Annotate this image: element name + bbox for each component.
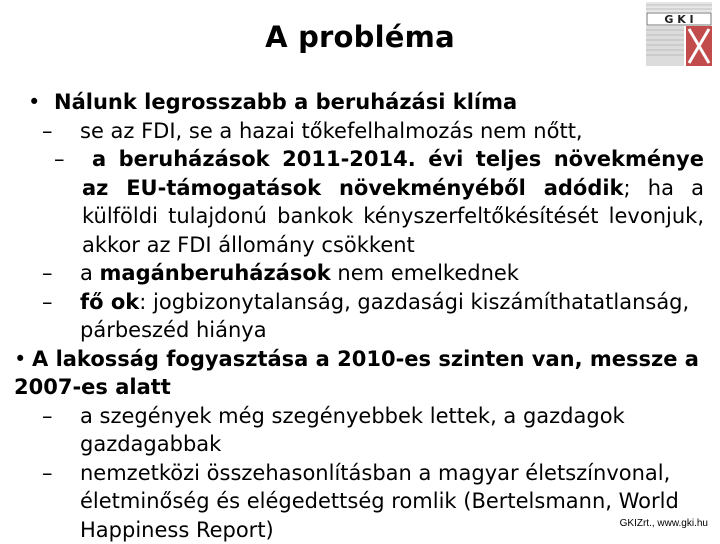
sub-bullet-1-3-rest: nem emelkednek: [331, 261, 519, 285]
sub-bullet-2-2-text: nemzetközi összehasonlításban a magyar életszínvonal, életminőség és elégedettség romlik (Bertelsmann, World Happiness Report): [80, 461, 679, 542]
footer-credit: GKIZrt., www.gki.hu: [620, 518, 708, 529]
sub-bullet-1-2-bold: a beruházások 2011-2014. évi teljes növekménye az EU-támogatások növekményéből adódik: [82, 147, 704, 200]
logo-text: G K I: [664, 13, 693, 26]
sub-bullet-2-1: – a szegények még szegényebbek lettek, a gazdagok gazdagabbak: [14, 402, 704, 459]
sub-bullet-1-4-bold: fő ok: [80, 290, 139, 314]
sub-bullet-1-4: – fő ok: jogbizonytalanság, gazdasági kiszámíthatatlanság, párbeszéd hiánya: [14, 288, 704, 345]
sub-bullet-1-3-bold: magánberuházások: [100, 261, 331, 285]
bullet-1-text: Nálunk legrosszabb a beruházási klíma: [54, 90, 517, 114]
bullet-1: [14, 88, 704, 117]
bullet-dot-icon: •: [14, 345, 32, 374]
sub-bullet-1-1: – se az FDI, se a hazai tőkefelhalmozás nem nőtt,: [14, 117, 704, 146]
slide-body: [14, 88, 704, 544]
bullet-dot-icon: •: [28, 88, 54, 117]
sub-bullet-1-3-pre: a: [80, 261, 100, 285]
sub-bullet-1-4-rest: : jogbizonytalanság, gazdasági kiszámíthatatlanság, párbeszéd hiánya: [80, 290, 689, 343]
slide-title: A probléma: [0, 20, 720, 54]
bullet-2-text: A lakosság fogyasztása a 2010-es szinten van, messze a 2007-es alatt: [14, 347, 699, 400]
sub-bullet-2-2: – nemzetközi összehasonlításban a magyar életszínvonal, életminőség és elégedettség romlik (Bertelsmann, World Happiness Report): [14, 459, 704, 544]
gki-logo: [646, 2, 712, 68]
sub-bullet-1-1-text: se az FDI, se a hazai tőkefelhalmozás nem nőtt,: [80, 119, 583, 143]
sub-bullet-1-2: – a beruházások 2011-2014. évi teljes növekménye az EU-támogatások növekményéből adódik; ha a külföldi tulajdonú bankok kényszerfeltőkésítését levonjuk, akkor az FDI állomány csökkent: [14, 145, 704, 259]
sub-bullet-1-2-rest: ; ha a külföldi tulajdonú bankok kényszerfeltőkésítését levonjuk, akkor az FDI állomány csökkent: [82, 176, 704, 257]
sub-bullet-2-1-text: a szegények még szegényebbek lettek, a gazdagok gazdagabbak: [80, 404, 625, 457]
sub-bullet-1-3: – a magánberuházások nem emelkednek: [14, 259, 704, 288]
bullet-2: [14, 345, 704, 402]
